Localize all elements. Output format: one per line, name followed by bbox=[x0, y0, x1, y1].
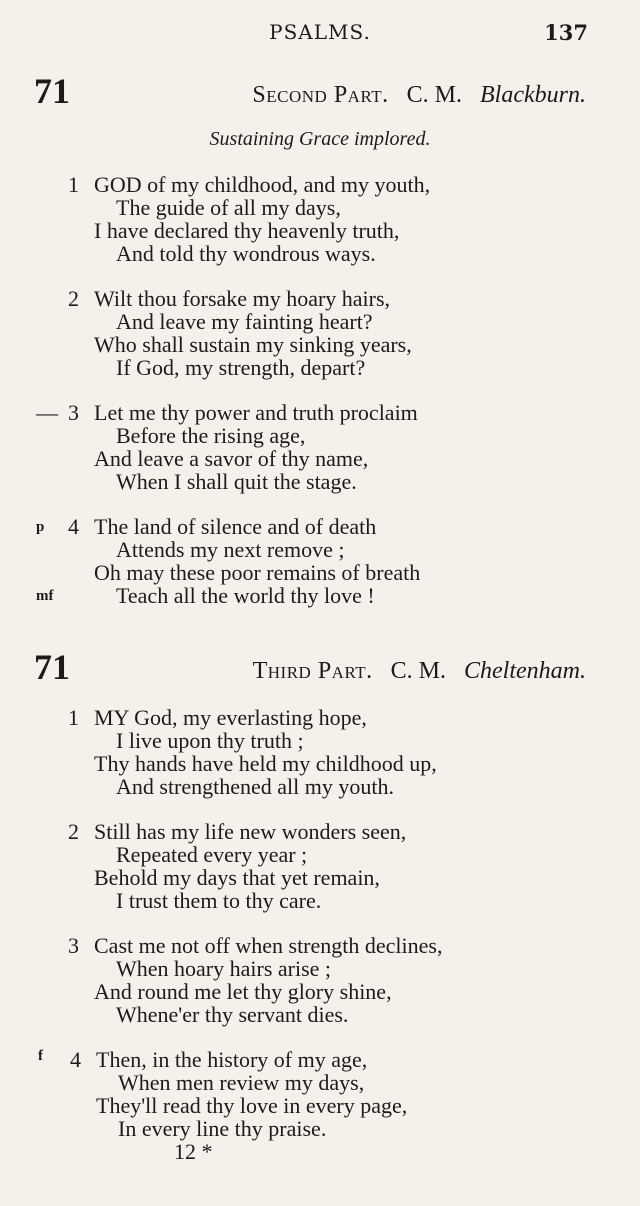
dynamic-mark: mf bbox=[36, 588, 54, 604]
verse-line: I trust them to thy care. bbox=[116, 888, 322, 913]
verse-line: Oh may these poor remains of breath bbox=[94, 560, 421, 585]
verse-line: In every line thy praise. bbox=[118, 1116, 327, 1141]
verse-line: MY God, my everlasting hope, bbox=[94, 705, 367, 730]
verse-line: And round me let thy glory shine, bbox=[94, 979, 392, 1004]
verse-line: And leave a savor of thy name, bbox=[94, 446, 369, 471]
signature-mark: 12 * bbox=[174, 1139, 213, 1164]
page-number: 137 bbox=[544, 20, 588, 45]
tune-name: Blackburn. bbox=[480, 82, 586, 108]
verse-line: When I shall quit the stage. bbox=[116, 469, 357, 494]
verse-line: They'll read thy love in every page, bbox=[96, 1093, 408, 1118]
verse-number: 4 bbox=[70, 1047, 81, 1072]
meter-label: C. M. bbox=[406, 82, 463, 108]
running-head-title: PSALMS. bbox=[269, 20, 371, 44]
psalm-number: 71 bbox=[34, 71, 70, 111]
verse-line: The land of silence and of death bbox=[94, 514, 377, 539]
verse-line: GOD of my childhood, and my youth, bbox=[94, 172, 431, 197]
verse-number: 4 bbox=[68, 514, 79, 539]
dynamic-mark: p bbox=[36, 519, 45, 535]
dynamic-mark: — bbox=[36, 400, 58, 425]
meter-label: C. M. bbox=[390, 658, 447, 684]
verse-line: Cast me not off when strength declines, bbox=[94, 933, 443, 958]
verse-line: Let me thy power and truth proclaim bbox=[94, 400, 418, 425]
verse-number: 1 bbox=[68, 705, 79, 730]
verse-line: Before the rising age, bbox=[116, 423, 306, 448]
verse-line: Thy hands have held my childhood up, bbox=[94, 751, 437, 776]
part-heading bbox=[252, 82, 586, 109]
verse-number: 1 bbox=[68, 172, 79, 197]
hymn-subtitle: Sustaining Grace implored. bbox=[209, 128, 431, 150]
verse-line: I live upon thy truth ; bbox=[116, 728, 304, 753]
verse-number: 3 bbox=[68, 933, 79, 958]
verse-line: Who shall sustain my sinking years, bbox=[94, 332, 412, 357]
verse-line: I have declared thy heavenly truth, bbox=[94, 218, 400, 243]
part-label: Second Part. bbox=[252, 82, 389, 108]
verse-line: And told thy wondrous ways. bbox=[116, 241, 376, 266]
verse-line: The guide of all my days, bbox=[116, 195, 341, 220]
tune-name: Cheltenham. bbox=[464, 658, 586, 684]
verse-number: 2 bbox=[68, 819, 79, 844]
verse-line: And strengthened all my youth. bbox=[116, 774, 395, 799]
verse-line: Still has my life new wonders seen, bbox=[94, 819, 407, 844]
part-heading bbox=[253, 658, 586, 685]
verse-line: When hoary hairs arise ; bbox=[116, 956, 332, 981]
verse-line: Attends my next remove ; bbox=[116, 537, 345, 562]
dynamic-mark: f bbox=[38, 1048, 43, 1064]
verse-number: 2 bbox=[68, 286, 79, 311]
verse-number: 3 bbox=[68, 400, 79, 425]
verse-line: Behold my days that yet remain, bbox=[94, 865, 380, 890]
verse-line: Whene'er thy servant dies. bbox=[116, 1002, 349, 1027]
verse-line: When men review my days, bbox=[118, 1070, 365, 1095]
verse-line: Wilt thou forsake my hoary hairs, bbox=[94, 286, 391, 311]
verse-line: Teach all the world thy love ! bbox=[116, 583, 375, 608]
verse-line: And leave my fainting heart? bbox=[116, 309, 373, 334]
verse-line: Repeated every year ; bbox=[116, 842, 308, 867]
psalm-number: 71 bbox=[34, 647, 70, 687]
verse-line: If God, my strength, depart? bbox=[116, 355, 366, 380]
part-label: Third Part. bbox=[252, 658, 373, 684]
verse-line: Then, in the history of my age, bbox=[96, 1047, 368, 1072]
